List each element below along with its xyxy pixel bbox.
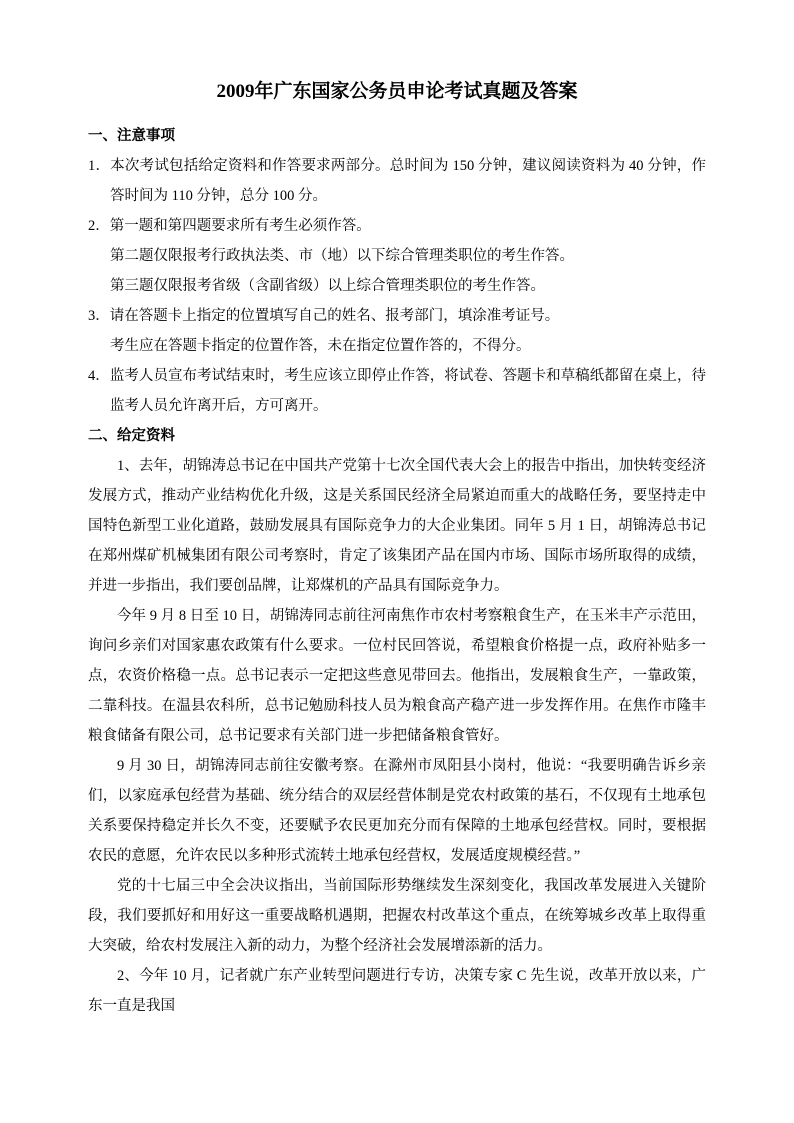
document-title: 2009年广东国家公务员申论考试真题及答案 bbox=[216, 81, 578, 102]
materials-paragraph-1: 1、去年，胡锦涛总书记在中国共产党第十七次全国代表大会上的报告中指出，加快转变经济发展方式，推动产业结构优化升级，这是关系国民经济全局紧迫而重大的战略任务，要坚持走中国特色新型工业化道路，鼓励发展具有国际竞争力的大企业集团。同年 5 月 1 日，胡锦涛总书记在郑州煤矿机械集团有限公司考察时，肯定了该集团产品在国内市场、国际市场所取得的成绩，并进一步指出，我们要创品牌，让郑煤机的产品具有国际竞争力。 bbox=[88, 457, 706, 594]
document-body bbox=[88, 121, 706, 1021]
materials-paragraph-3: 9 月 30 日，胡锦涛同志前往安徽考察。在滁州市凤阳县小岗村，他说：“我要明确告诉乡亲们，以家庭承包经营为基础、统分结合的双层经营体制是党农村政策的基石，不仅现有土地承包关系要保持稳定并长久不变，还要赋予农民更加充分而有保障的土地承包经营权。同时，要根据农民的意愿，允许农民以多种形式流转土地承包经营权，发展适度规模经营。” bbox=[88, 757, 706, 864]
materials-paragraph-4: 党的十七届三中全会决议指出，当前国际形势继续发生深刻变化，我国改革发展进入关键阶段，我们要抓好和用好这一重要战略机遇期，把握农村改革这个重点，在统筹城乡改革上取得重大突破，给农村发展注入新的动力，为整个经济社会发展增添新的活力。 bbox=[88, 877, 706, 954]
notice-item-1: 1．本次考试包括给定资料和作答要求两部分。总时间为 150 分钟，建议阅读资料为 40 分钟，作答时间为 110 分钟，总分 100 分。 bbox=[88, 157, 706, 204]
materials-paragraph-2: 今年 9 月 8 日至 10 日，胡锦涛同志前往河南焦作市农村考察粮食生产，在玉米丰产示范田，询问乡亲们对国家惠农政策有什么要求。一位村民回答说，希望粮食价格提一点，政府补贴多一点，农资价格稳一点。总书记表示一定把这些意见带回去。他指出，发展粮食生产，一靠政策，二靠科技。在温县农科所，总书记勉励科技人员为粮食高产稳产进一步发挥作用。在焦作市隆丰粮食储备有限公司，总书记要求有关部门进一步把储备粮食管好。 bbox=[88, 607, 706, 744]
notice-item-2-subline-1: 第二题仅限报考行政执法类、市（地）以下综合管理类职位的考生作答。 bbox=[110, 247, 574, 264]
notice-item-2: 2．第一题和第四题要求所有考生必须作答。 bbox=[88, 217, 371, 234]
notice-item-2-subline-2: 第三题仅限报考省级（含副省级）以上综合管理类职位的考生作答。 bbox=[110, 277, 545, 294]
section-heading-materials: 二、给定资料 bbox=[88, 427, 175, 444]
materials-paragraph-5: 2、今年 10 月，记者就广东产业转型问题进行专访，决策专家 C 先生说，改革开放以来，广东一直是我国 bbox=[88, 967, 706, 1014]
notice-item-3: 3．请在答题卡上指定的位置填写自己的姓名、报考部门，填涂准考证号。 bbox=[88, 307, 560, 324]
section-heading-notice: 一、注意事项 bbox=[88, 127, 175, 144]
notice-item-4: 4．监考人员宣布考试结束时，考生应该立即停止作答，将试卷、答题卡和草稿纸都留在桌上，待监考人员允许离开后，方可离开。 bbox=[88, 367, 706, 414]
notice-item-3-subline-1: 考生应在答题卡指定的位置作答，未在指定位置作答的，不得分。 bbox=[110, 337, 531, 354]
